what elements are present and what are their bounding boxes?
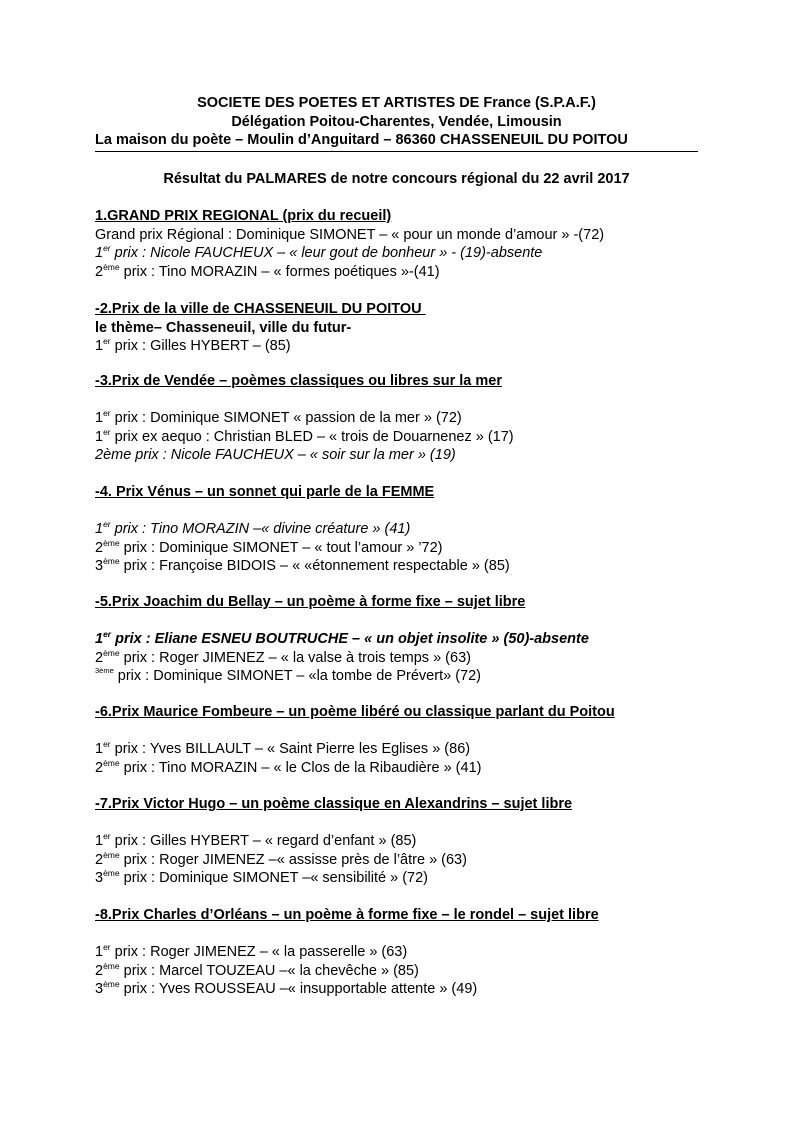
prize-rank-suffix: er xyxy=(103,426,111,437)
prize-entry xyxy=(95,943,735,962)
prize-entry xyxy=(95,409,735,428)
prize-entry xyxy=(95,832,735,851)
prize-entry xyxy=(95,557,735,576)
prize-rank-suffix: er xyxy=(103,629,112,639)
document-header xyxy=(95,94,698,150)
prize-rank-suffix: ème xyxy=(103,979,120,989)
section-8 xyxy=(95,906,735,999)
section-1 xyxy=(95,207,735,281)
prize-entry xyxy=(95,337,735,356)
prize-text: prix : Dominique SIMONET – «la tombe de Prévert» (72) xyxy=(113,668,481,684)
prize-entry xyxy=(95,740,735,759)
prize-rank: 3 xyxy=(95,870,104,886)
section-title: -7.Prix Victor Hugo – un poème classique en Alexandrins – sujet libre xyxy=(95,796,573,812)
prize-text: prix : Dominique SIMONET « passion de la mer » (72) xyxy=(110,410,462,426)
prize-rank: 1 xyxy=(95,338,104,354)
prize-rank-suffix: er xyxy=(103,408,111,418)
prize-rank-suffix: ème xyxy=(103,537,120,548)
prize-rank-suffix: ème xyxy=(103,868,120,878)
section-title: 1.GRAND PRIX REGIONAL (prix du recueil) xyxy=(95,208,392,224)
prize-entry: Grand prix Régional : Dominique SIMONET – « pour un monde d’amour » -(72) xyxy=(95,226,605,243)
prize-entry: 2ème prix : Nicole FAUCHEUX – « soir sur la mer » (19) xyxy=(95,447,456,463)
header-organization: SOCIETE DES POETES ET ARTISTES DE France (S.P.A.F.) xyxy=(197,95,596,111)
prize-rank: 2 xyxy=(95,962,104,979)
section-6 xyxy=(95,703,735,777)
section-2 xyxy=(95,300,735,356)
prize-entry xyxy=(95,244,735,263)
prize-text: prix : Tino MORAZIN –« divine créature » (41) xyxy=(110,521,411,537)
prize-entry xyxy=(95,520,735,539)
section-title: -8.Prix Charles d’Orléans – un poème à forme fixe – le rondel – sujet libre xyxy=(95,907,599,923)
prize-text: prix : Roger JIMENEZ – « la passerelle » (63) xyxy=(110,944,408,960)
prize-rank-suffix: ème xyxy=(103,556,120,566)
prize-rank: 1 xyxy=(95,741,104,757)
prize-rank-suffix: er xyxy=(103,243,111,253)
prize-rank: 1 xyxy=(95,410,104,426)
section-7 xyxy=(95,795,735,888)
prize-rank: 3 xyxy=(95,981,104,997)
prize-rank-suffix: ème xyxy=(103,757,120,768)
prize-rank: 1 xyxy=(95,521,104,537)
prize-rank: 3 xyxy=(95,558,104,574)
prize-rank-suffix: er xyxy=(103,831,111,841)
prize-entry xyxy=(95,759,735,778)
prize-rank: 1 xyxy=(95,944,104,960)
prize-text: prix : Tino MORAZIN – « formes poétiques »-(41) xyxy=(119,263,440,280)
prize-rank-suffix: er xyxy=(103,739,111,749)
prize-rank-suffix: er xyxy=(103,942,111,952)
prize-rank: 2 xyxy=(95,649,104,666)
prize-rank: 2 xyxy=(95,851,104,868)
section-title: -2.Prix de la ville de CHASSENEUIL DU POITOU xyxy=(95,301,426,317)
section-title: -3.Prix de Vendée – poèmes classiques ou libres sur la mer xyxy=(95,373,502,389)
prize-text: prix : Dominique SIMONET –« sensibilité » (72) xyxy=(119,870,429,886)
prize-entry xyxy=(95,630,735,649)
prize-text: prix : Dominique SIMONET – « tout l’amour » ’72) xyxy=(119,539,443,556)
prize-rank-suffix: ème xyxy=(103,647,120,658)
prize-rank: 2 xyxy=(95,539,104,556)
prize-entry xyxy=(95,263,735,282)
prize-entry xyxy=(95,539,735,558)
prize-rank-suffix: ème xyxy=(103,261,120,272)
prize-text: prix : Roger JIMENEZ –« assisse près de l’âtre » (63) xyxy=(119,851,467,868)
prize-text: prix : Tino MORAZIN – « le Clos de la Ribaudière » (41) xyxy=(119,759,482,776)
prize-text: prix : Yves ROUSSEAU –« insupportable attente » (49) xyxy=(119,981,478,997)
section-title: -4. Prix Vénus – un sonnet qui parle de la FEMME xyxy=(95,484,435,500)
prize-rank: 1 xyxy=(95,245,104,261)
section-title: -6.Prix Maurice Fombeure – un poème libéré ou classique parlant du Poitou xyxy=(95,704,615,720)
section-5 xyxy=(95,593,735,686)
prize-rank-suffix: er xyxy=(103,336,111,346)
prize-entry xyxy=(95,649,735,668)
prize-rank-suffix: ème xyxy=(103,849,120,860)
prize-rank: 1 xyxy=(95,428,104,445)
prize-text: prix : Françoise BIDOIS – « «étonnement respectable » (85) xyxy=(119,558,510,574)
prize-rank-suffix: ème xyxy=(103,960,120,971)
section-subtitle: le thème– Chasseneuil, ville du futur- xyxy=(95,319,352,336)
section-3 xyxy=(95,372,735,465)
prize-text: prix : Yves BILLAULT – « Saint Pierre les Eglises » (86) xyxy=(110,741,471,757)
header-address: La maison du poète – Moulin d’Anguitard – 86360 CHASSENEUIL DU POITOU xyxy=(95,132,628,148)
prize-rank: 1 xyxy=(95,833,104,849)
prize-entry xyxy=(95,428,735,447)
header-delegation: Délégation Poitou-Charentes, Vendée, Limousin xyxy=(231,113,562,130)
prize-text: prix : Roger JIMENEZ – « la valse à trois temps » (63) xyxy=(119,649,471,666)
prize-entry xyxy=(95,667,735,686)
prize-entry xyxy=(95,962,735,981)
prize-entry xyxy=(95,851,735,870)
prize-entry xyxy=(95,869,735,888)
prize-entry xyxy=(95,980,735,999)
result-title: Résultat du PALMARES de notre concours régional du 22 avril 2017 xyxy=(163,171,630,187)
prize-text: prix : Eliane ESNEU BOUTRUCHE – « un objet insolite » (50)-absente xyxy=(111,631,589,647)
prize-rank-suffix: 3ème xyxy=(95,666,114,675)
prize-text: prix ex aequo : Christian BLED – « trois de Douarnenez » (17) xyxy=(110,428,514,445)
prize-rank-suffix: er xyxy=(103,519,111,529)
prize-rank: 1 xyxy=(95,631,104,647)
prize-rank: 2 xyxy=(95,263,104,280)
prize-text: prix : Marcel TOUZEAU –« la chevêche » (85) xyxy=(119,962,419,979)
prize-text: prix : Gilles HYBERT – (85) xyxy=(110,338,291,354)
prize-text: prix : Gilles HYBERT – « regard d’enfant » (85) xyxy=(110,833,417,849)
header-divider xyxy=(95,151,698,152)
prize-text: prix : Nicole FAUCHEUX – « leur gout de bonheur » - (19)-absente xyxy=(110,245,543,261)
section-4 xyxy=(95,483,735,576)
prize-rank: 2 xyxy=(95,759,104,776)
section-title: -5.Prix Joachim du Bellay – un poème à forme fixe – sujet libre xyxy=(95,594,526,610)
